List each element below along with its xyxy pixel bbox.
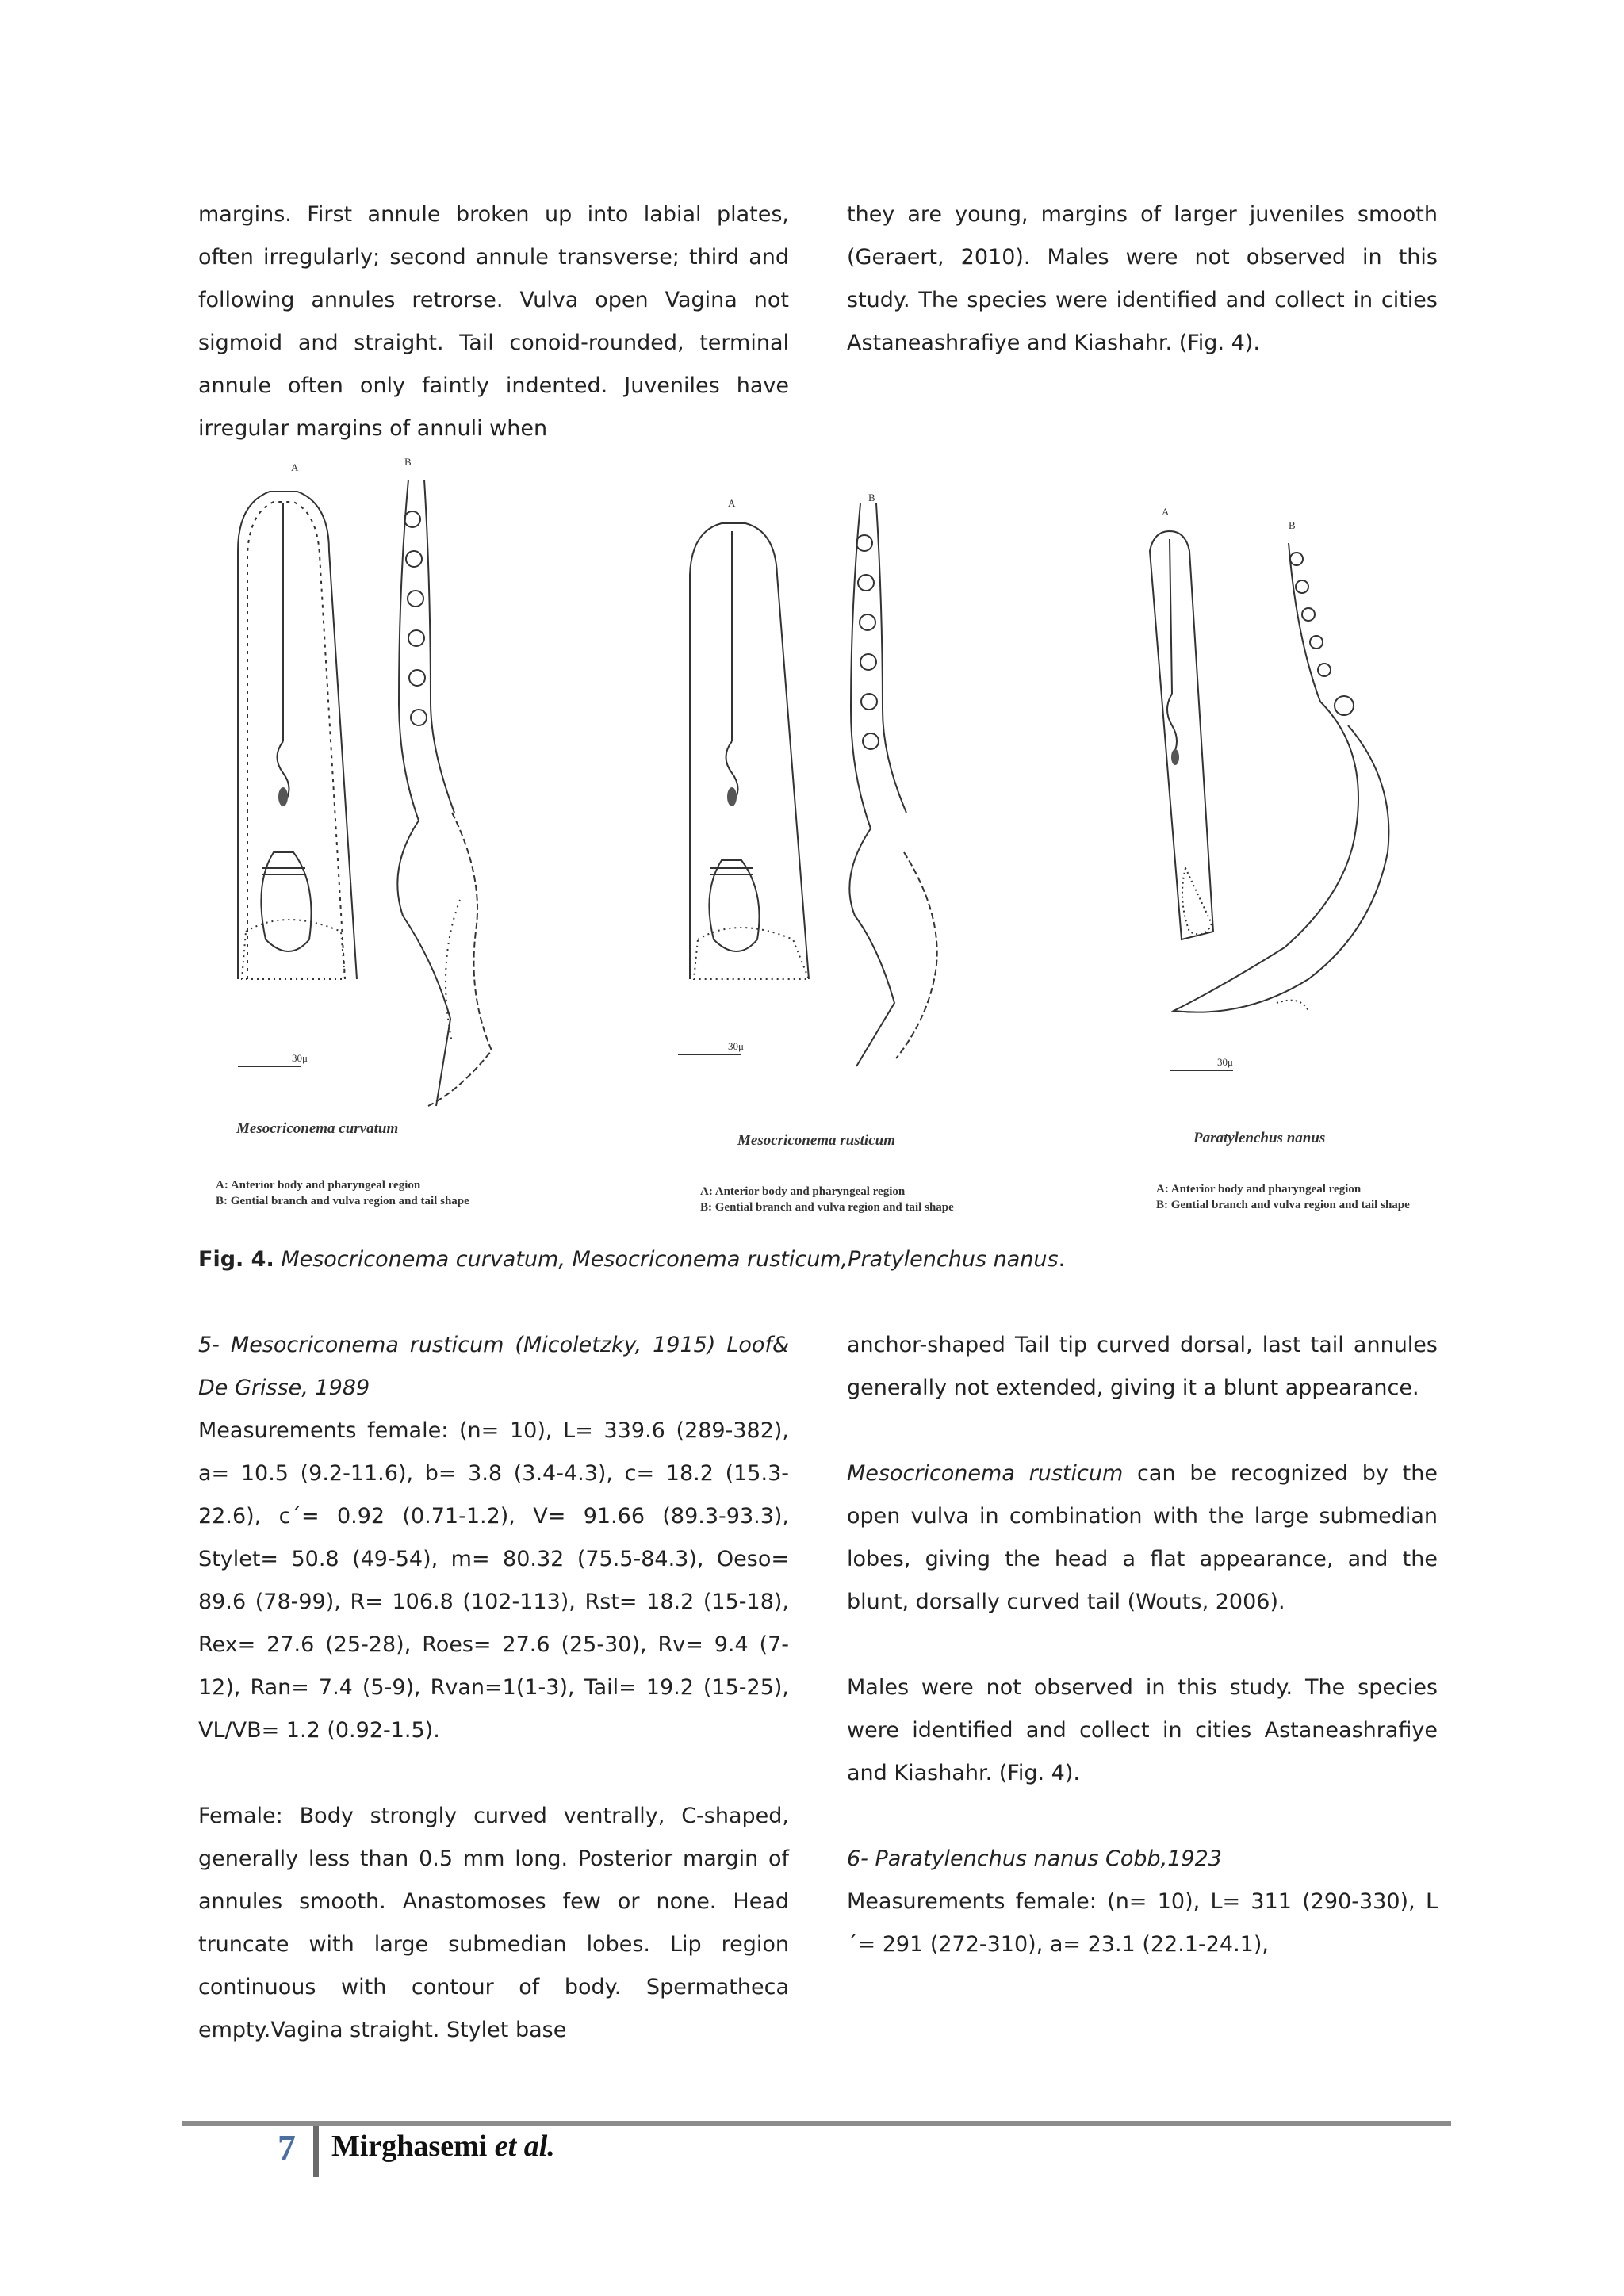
- footer-rule: [182, 2121, 1451, 2126]
- author-etal: et al.: [494, 2130, 555, 2163]
- caption-text: Mesocriconema curvatum, Mesocriconema rusticum,Pratylenchus nanus: [274, 1247, 1059, 1272]
- panel3-label-a: A: [1162, 506, 1170, 518]
- text-column-bottom-right: [847, 1324, 1438, 1966]
- measurements-paragraph: Measurements female: (n= 10), L= 339.6 (289-382), a= 10.5 (9.2-11.6), b= 3.8 (3.4-4.3), c= 18.2 (15.3-22.6), c´= 0.92 (0.71-1.2), V= 91.66 (89.3-93.3), Stylet= 50.8 (49-54), m= 80.32 (75.5-84.3), Oeso= 89.6 (78-99), R= 106.8 (102-113), Rst= 18.2 (15-18), Rex= 27.6 (25-28), Roes= 27.6 (25-30), Rv= 9.4 (7-12), Ran= 7.4 (5-9), Rvan=1(1-3), Tail= 19.2 (15-25), VL/VB= 1.2 (0.92-1.5).: [198, 1418, 789, 1743]
- panel1-legend: [216, 1177, 469, 1209]
- panel3-species: Paratylenchus nanus: [1193, 1130, 1326, 1146]
- page-number: 7: [278, 2127, 296, 2168]
- figure-drawings: [198, 456, 1435, 1225]
- panel2-scale: 30μ: [728, 1040, 744, 1052]
- legend-line-b: B: Gential branch and vulva region and tail shape: [1156, 1199, 1410, 1211]
- paragraph-text: can be recognized by the open vulva in combination with the large submedian lobes, giving the head a flat appearance, and the blunt, dorsally curved tail (Wouts, 2006).: [847, 1461, 1438, 1614]
- panel1-species: Mesocriconema curvatum: [236, 1120, 399, 1137]
- panel1-label-b: B: [404, 456, 412, 468]
- footer-divider: [313, 2126, 319, 2177]
- paragraph: margins. First annule broken up into labial plates, often irregularly; second annule transverse; third and following annules retrorse. Vulva open Vagina not sigmoid and straight. Tail conoid-rounded, terminal annule often only faintly indented. Juveniles have irregular margins of annuli when: [198, 202, 789, 441]
- legend-line-a: A: Anterior body and pharyngeal region: [216, 1179, 421, 1192]
- paragraph: anchor-shaped Tail tip curved dorsal, last tail annules generally not extended, giving it a blunt appearance.: [847, 1333, 1438, 1400]
- panel1-scale: 30μ: [292, 1052, 308, 1064]
- panel1-drawing-a: [238, 492, 357, 1066]
- panel3-scale: 30μ: [1217, 1056, 1233, 1068]
- female-description: Female: Body strongly curved ventrally, C-shaped, generally less than 0.5 mm long. Posterior margin of annules smooth. Anastomoses few or none. Head truncate with large submedian lobes. Lip region continuous with contour of body. Spermatheca empty.Vagina straight. Stylet base: [198, 1804, 789, 2042]
- legend-line-b: B: Gential branch and vulva region and tail shape: [216, 1195, 469, 1207]
- species-heading: 5- Mesocriconema rusticum (Micoletzky, 1915) Loof& De Grisse, 1989: [198, 1333, 789, 1400]
- panel3-drawing-a: [1150, 531, 1213, 939]
- panel1-label-a: A: [291, 461, 299, 473]
- text-column-bottom-left: [198, 1324, 789, 2052]
- footer-author: [331, 2129, 555, 2164]
- text-column-top-right: [847, 193, 1438, 365]
- caption-label: Fig. 4.: [198, 1247, 274, 1272]
- species-heading: 6- Paratylenchus nanus Cobb,1923: [847, 1846, 1222, 1871]
- panel2-label-b: B: [868, 492, 875, 503]
- legend-line-b: B: Gential branch and vulva region and tail shape: [700, 1201, 954, 1214]
- caption-end: .: [1058, 1247, 1066, 1272]
- paragraph: they are young, margins of larger juveniles smooth (Geraert, 2010). Males were not observed in this study. The species were identified and collect in cities Astaneashrafiye and Kiashahr. (Fig. 4).: [847, 202, 1438, 355]
- figure-4: [198, 456, 1435, 1225]
- paragraph: Males were not observed in this study. The species were identified and collect in cities Astaneashrafiye and Kiashahr. (Fig. 4).: [847, 1675, 1438, 1785]
- panel2-species: Mesocriconema rusticum: [737, 1132, 895, 1149]
- panel3-legend: [1156, 1181, 1410, 1213]
- species-name: Mesocriconema rusticum: [847, 1461, 1124, 1486]
- text-column-top-left: [198, 193, 789, 450]
- panel3-label-b: B: [1289, 519, 1296, 531]
- legend-line-a: A: Anterior body and pharyngeal region: [1156, 1183, 1362, 1196]
- paragraph: [847, 1452, 1438, 1624]
- panel3-drawing-b: [1170, 543, 1388, 1070]
- measurements-paragraph: Measurements female: (n= 10), L= 311 (290-330), L´= 291 (272-310), a= 23.1 (22.1-24.1),: [847, 1889, 1438, 1957]
- figure-caption: [198, 1238, 1065, 1281]
- legend-line-a: A: Anterior body and pharyngeal region: [700, 1185, 906, 1198]
- author-name: Mirghasemi: [331, 2130, 495, 2163]
- panel2-drawing-b: [849, 503, 936, 1066]
- panel1-drawing-b: [397, 480, 492, 1106]
- panel2-drawing-a: [678, 523, 809, 1054]
- panel2-legend: [700, 1184, 954, 1215]
- panel2-label-a: A: [728, 497, 736, 509]
